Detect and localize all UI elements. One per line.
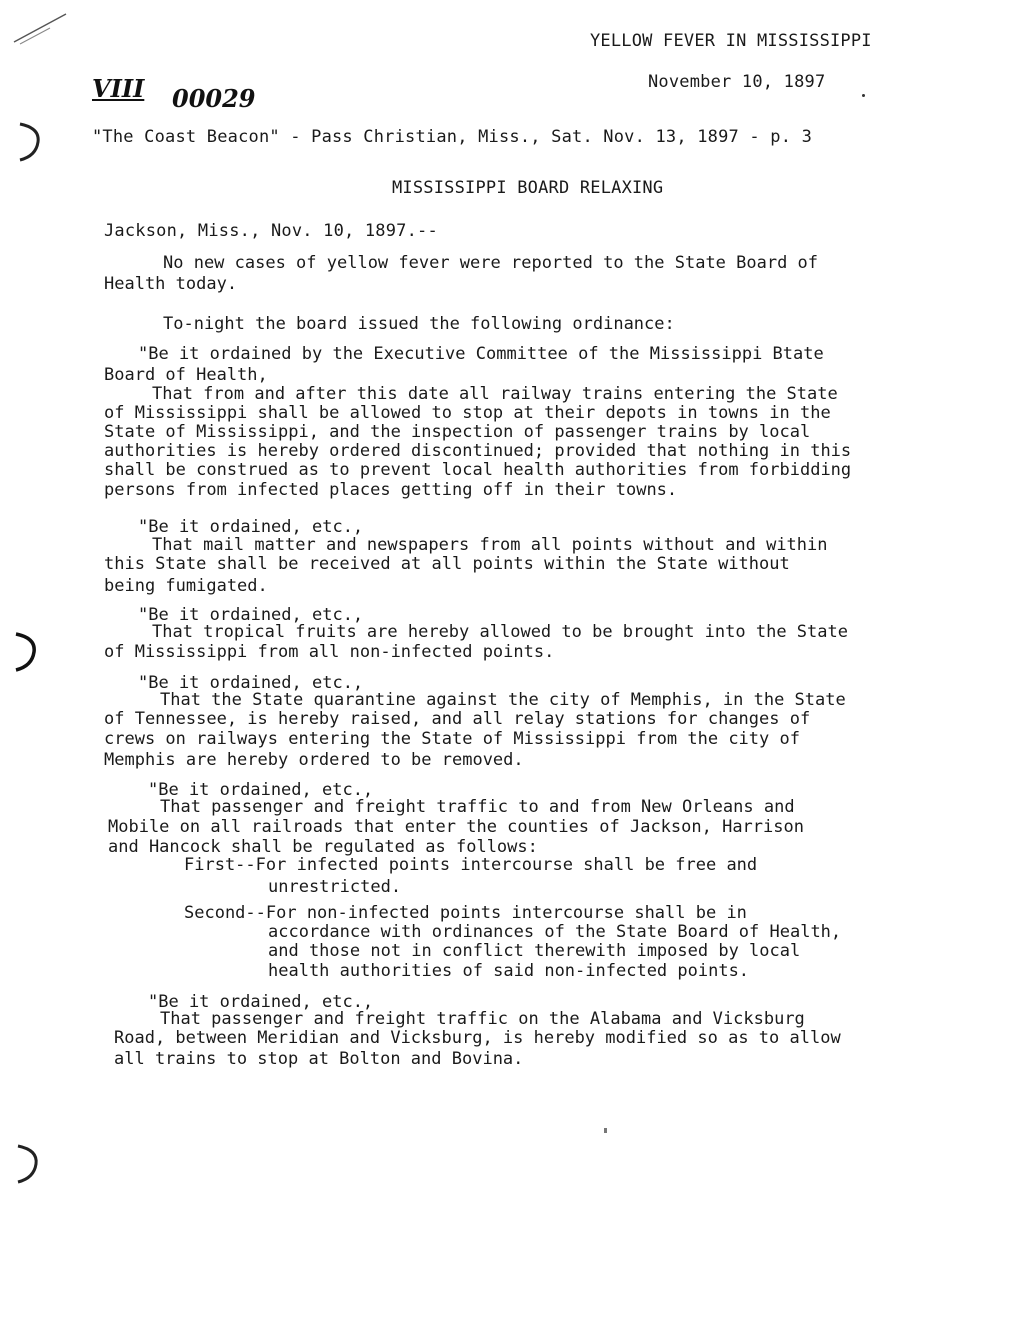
text-line: shall be construed as to prevent local health authorities from forbidding [104,460,852,480]
text-line: That passenger and freight traffic on the Alabama and Vicksburg [160,1009,805,1029]
text-line: That the State quarantine against the city of Memphis, in the State [160,690,846,710]
punch-hole-icon [10,628,40,674]
text-line: Health today. [104,274,238,294]
text-line: and Hancock shall be regulated as follows: [108,837,538,857]
text-line: "Be it ordained, etc., [148,780,374,800]
text-line: State of Mississippi, and the inspection of passenger trains by local [104,422,811,442]
punch-hole-icon [14,118,44,164]
speck-mark [862,94,865,97]
article-headline: MISSISSIPPI BOARD RELAXING [392,178,664,198]
text-line: To-night the board issued the following ordinance: [163,314,675,334]
text-line: "Be it ordained, etc., [138,517,364,537]
pen-mark-icon [10,8,70,48]
text-line: persons from infected places getting off in their towns. [104,480,678,500]
text-line: No new cases of yellow fever were reported to the State Board of [163,253,819,273]
text-line: authorities is hereby ordered discontinued; provided that nothing in this [104,441,852,461]
subject-header: YELLOW FEVER IN MISSISSIPPI [590,31,872,51]
text-line: "Be it ordained, etc., [148,992,374,1012]
punch-hole-icon [12,1140,42,1186]
text-line: this State shall be received at all points within the State without [104,554,790,574]
text-line: That mail matter and newspapers from all points without and within [152,535,828,555]
text-line: being fumigated. [104,576,268,596]
text-line: "Be it ordained, etc., [138,605,364,625]
text-line: health authorities of said non-infected points. [268,961,750,981]
text-line: Memphis are hereby ordered to be removed. [104,750,524,770]
text-line: Second--For non-infected points intercourse shall be in [184,903,747,923]
text-line: Mobile on all railroads that enter the counties of Jackson, Harrison [108,817,804,837]
text-line: all trains to stop at Bolton and Bovina. [114,1049,524,1069]
roman-numeral-mark: VIII [92,74,145,103]
text-line: of Mississippi shall be allowed to stop at their depots in towns in the [104,403,831,423]
source-citation: "The Coast Beacon" - Pass Christian, Miss., Sat. Nov. 13, 1897 - p. 3 [92,127,813,147]
text-line: Road, between Meridian and Vicksburg, is hereby modified so as to allow [114,1028,841,1048]
document-number: 00029 [172,84,256,113]
text-line: That passenger and freight traffic to and from New Orleans and [160,797,795,817]
text-line: unrestricted. [268,877,402,897]
text-line: and those not in conflict therewith imposed by local [268,941,801,961]
text-line: of Tennessee, is hereby raised, and all relay stations for changes of [104,709,811,729]
text-line: That tropical fruits are hereby allowed to be brought into the State [152,622,848,642]
text-line: First--For infected points intercourse shall be free and [184,855,758,875]
text-line: "Be it ordained by the Executive Committee of the Mississippi Btate [138,344,824,364]
document-date: November 10, 1897 [648,72,826,92]
text-line: of Mississippi from all non-infected points. [104,642,555,662]
text-line: "Be it ordained, etc., [138,673,364,693]
text-line: crews on railways entering the State of Mississippi from the city of [104,729,800,749]
speck-mark [604,1128,607,1133]
text-line: That from and after this date all railway trains entering the State [152,384,838,404]
article-dateline: Jackson, Miss., Nov. 10, 1897.-- [104,221,438,241]
text-line: accordance with ordinances of the State Board of Health, [268,922,842,942]
text-line: Board of Health, [104,365,268,385]
